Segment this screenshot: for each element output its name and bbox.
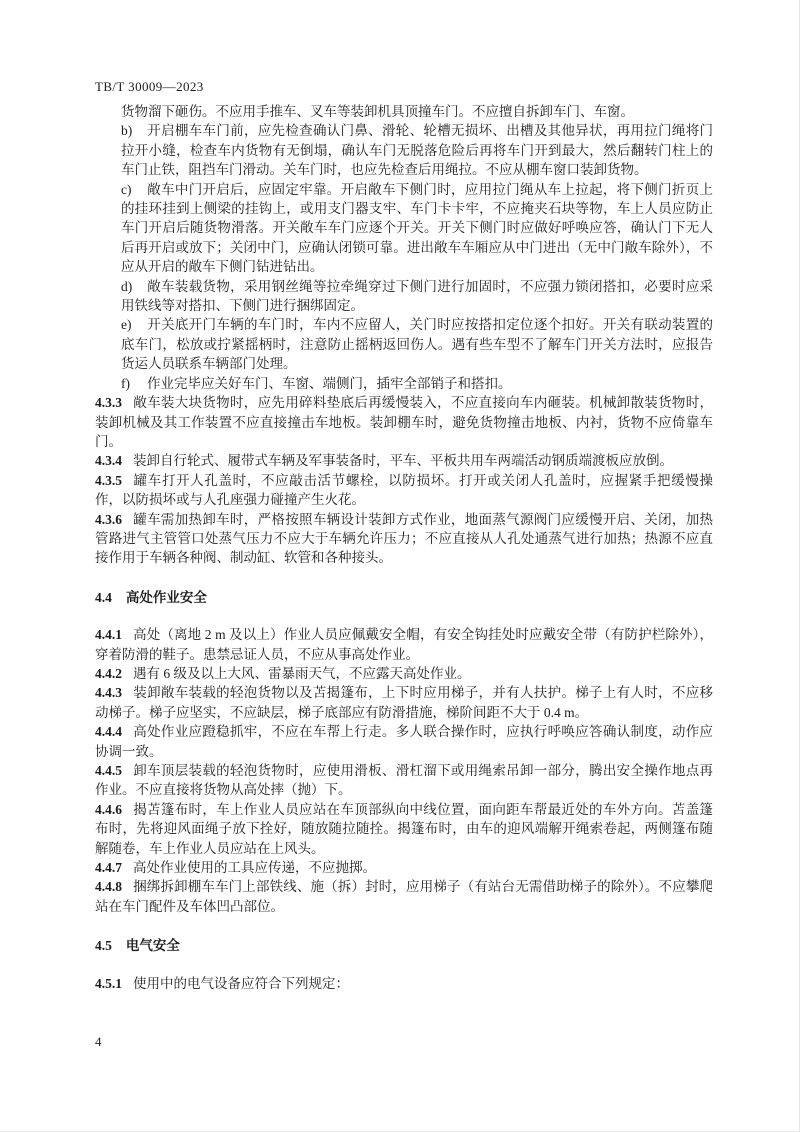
clause-number: 4.3.5 xyxy=(95,472,122,488)
clause-number: 4.3.6 xyxy=(95,511,122,527)
clause-number: 4.4.6 xyxy=(95,801,122,817)
clause-4.4.2: 4.4.2 遇有 6 级及以上大风、雷暴雨天气，不应露天高处作业。 xyxy=(95,665,471,681)
list-item-c: c) 敞车中门开启后，应固定牢靠。开启敞车下侧门时，应用拉门绳从车上拉起，将下侧门折页上的挂环挂到上侧梁的挂钩上，或用支门器支牢、车门卡卡牢，不应掩夹石块等物，车上人员应防止车门开启后随货物滑落。开关敞车车门应逐个开关。开关下侧门时应做好呼唤应答，确认门下无人后再开启或放下；关闭中门，应确认闭锁可靠。进出敞车车厢应从中门进出（无中门敞车除外），不应从开启的敞车下侧门钻进钻出。 xyxy=(121,181,713,275)
document-code-header: TB/T 30009—2023 xyxy=(95,79,204,94)
clause-4.4.6: 4.4.6 揭苫篷布时，车上作业人员应站在车顶部纵向中线位置，面向距车帮最近处的车外方向。苫盖篷布时，先将迎风面绳子放下拴好，随放随拉随拴。揭篷布时，由车的迎风端解开绳索卷起，两侧篷布随解随卷，车上作业人员应站在上风头。 xyxy=(95,801,713,856)
heading-title: 电气安全 xyxy=(125,938,180,954)
clause-number: 4.4.3 xyxy=(95,685,122,701)
clause-4.3.6: 4.3.6 罐车需加热卸车时，严格按照车辆设计装卸方式作业，地面蒸气源阀门应缓慢开启、关闭，加热管路进气主管管口处蒸气压力不应大于车辆允许压力；不应直接从人孔处通蒸气进行加热；热源不应直接作用于车辆各种阀、制动缸、软管和各种接头。 xyxy=(95,511,713,566)
clause-number: 4.4.7 xyxy=(95,860,122,876)
clause-number: 4.3.4 xyxy=(95,453,122,469)
clause-4.5.1: 4.5.1 使用中的电气设备应符合下列规定： xyxy=(95,975,349,991)
list-item-label: c) xyxy=(121,181,132,197)
clause-4.4.5: 4.4.5 卸车顶层装载的轻泡货物时，应使用滑板、滑杠溜下或用绳索吊卸一部分，腾出安全操作地点再作业。不应直接将货物从高处摔（抛）下。 xyxy=(95,763,713,798)
paragraph-continuation: 货物溜下砸伤。不应用手推车、叉车等装卸机具顶撞车门。不应擅自拆卸车门、车窗。 xyxy=(121,104,634,119)
section-heading-4.4 xyxy=(95,588,713,607)
clause-number: 4.3.3 xyxy=(95,395,122,411)
clause-number: 4.4.8 xyxy=(95,879,122,895)
clause-number: 4.5.1 xyxy=(95,975,122,991)
list-item-f: f) 作业完毕应关好车门、车窗、端侧门，插牢全部销子和搭扣。 xyxy=(95,374,713,393)
clause-number: 4.4.2 xyxy=(95,665,122,681)
clause-number: 4.4.5 xyxy=(95,763,122,778)
clause-4.3.3: 4.3.3 敞车装大块货物时，应先用碎料垫底后再缓慢装入，不应直接向车内砸装。机械卸散装货物时，装卸机械及其工作装置不应直接撞击车地板。装卸棚车时，避免货物撞击地板、内衬，货物不应倚靠车门。 xyxy=(95,395,713,449)
list-item-label: e) xyxy=(121,317,132,333)
heading-title: 高处作业安全 xyxy=(125,589,207,605)
clause-4.4.8: 4.4.8 捆绑拆卸棚车车门上部铁线、施（拆）封时，应用梯子（有站台无需借助梯子的除外）。不应攀爬站在车门配件及车体凹凸部位。 xyxy=(95,879,713,914)
heading-number: 4.5 xyxy=(95,938,112,954)
clause-4.3.5: 4.3.5 罐车打开人孔盖时，不应敲击活节螺栓，以防损坏。打开或关闭人孔盖时，应握紧手把缓慢操作，以防损坏或与人孔座强力碰撞产生火花。 xyxy=(95,472,713,508)
list-item-label: b) xyxy=(121,123,133,139)
section-heading-4.5 xyxy=(95,936,713,955)
clause-4.4.4: 4.4.4 高处作业应蹬稳抓牢，不应在车帮上行走。多人联合操作时，应执行呼唤应答确认制度，动作应协调一致。 xyxy=(95,724,713,759)
clause-4.3.4: 4.3.4 装卸自行轮式、履带式车辆及军事装备时，平车、平板共用车两端活动钢质端渡板应放倒。 xyxy=(95,453,673,469)
list-item-b: b) 开启棚车车门前，应先检查确认门鼻、滑轮、轮槽无损坏、出槽及其他异状，再用拉门绳将门拉开小缝，检查车内货物有无倒塌，确认车门无脱落危险后再将车门开到最大，然后翻转门柱上的车门止铁，阻挡车门滑动。关车门时，也应先检查后用绳拉。不应从棚车窗口装卸货物。 xyxy=(121,123,713,178)
clause-4.4.7: 4.4.7 高处作业使用的工具应传递，不应抛掷。 xyxy=(95,860,376,876)
clause-number: 4.4.1 xyxy=(95,627,122,643)
list-item-label: d) xyxy=(121,278,133,294)
heading-number: 4.4 xyxy=(95,589,112,605)
list-item-e: e) 开关底开门车辆的车门时，车内不应留人，关门时应按搭扣定位逐个扣好。开关有联动装置的底车门，松放或拧紧摇柄时，注意防止摇柄返回伤人。遇有些车型不了解车门开关方法时，应报告货运人员联系车辆部门处理。 xyxy=(121,317,713,372)
page-number: 4 xyxy=(95,1034,102,1049)
document-body xyxy=(95,102,713,993)
clause-number: 4.4.4 xyxy=(95,724,122,740)
list-item-label: f) xyxy=(121,375,130,391)
list-item-d: d) 敞车装载货物，采用钢丝绳等拉牵绳穿过下侧门进行加固时，不应强力锁闭搭扣，必要时应采用铁线等对搭扣、下侧门进行捆绑固定。 xyxy=(121,278,713,314)
clause-4.4.3: 4.4.3 装卸敞车装载的轻泡货物以及苫揭篷布，上下时应用梯子，并有人扶护。梯子上有人时，不应移动梯子。梯子应坚实，不应缺层，梯子底部应有防滑措施，梯阶间距不大于 0.4 m。 xyxy=(95,685,713,720)
clause-4.4.1: 4.4.1 高处（离地 2 m 及以上）作业人员应佩戴安全帽，有安全钩挂处时应戴安全带（有防护栏除外），穿着防滑的鞋子。患禁忌证人员，不应从事高处作业。 xyxy=(95,627,713,662)
